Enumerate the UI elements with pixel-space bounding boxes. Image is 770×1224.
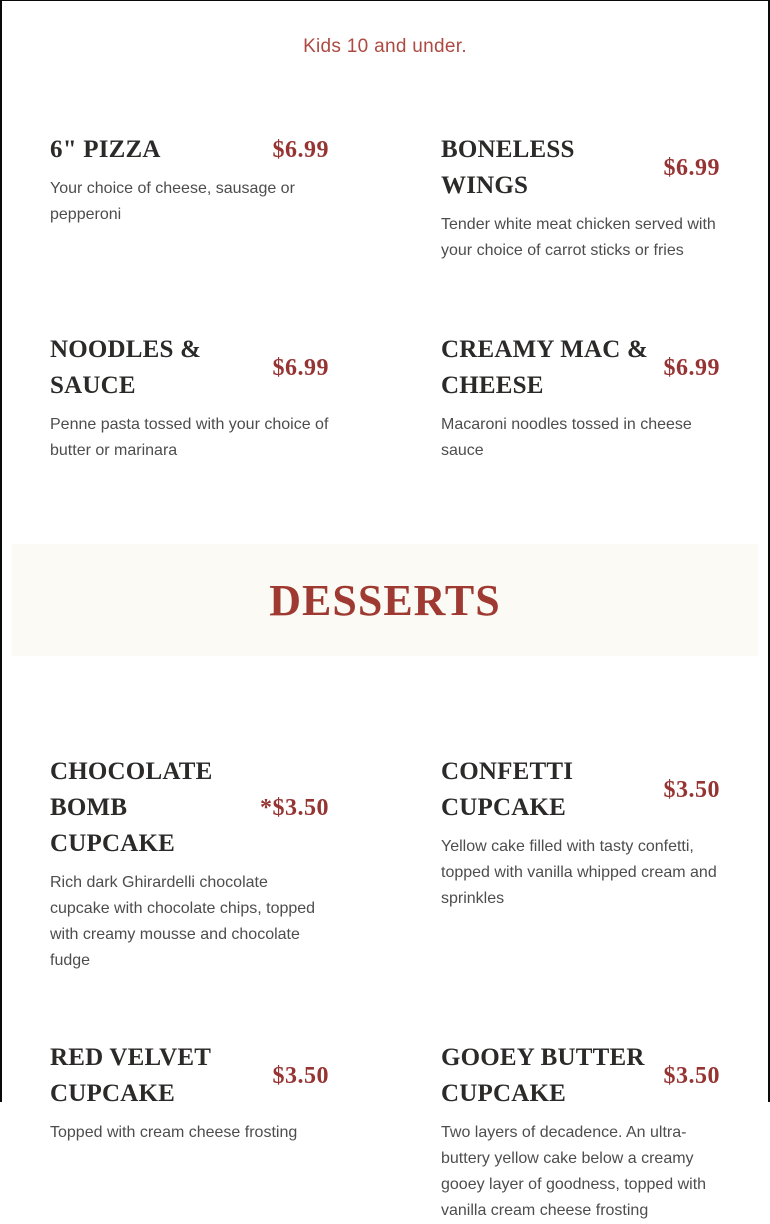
item-description: Two layers of decadence. An ultra-buttery yellow cake below a creamy gooey layer of goodness, topped with vanilla cream cheese frosting [441, 1124, 707, 1219]
item-name: CREAMY MAC & CHEESE [441, 336, 648, 399]
item-price: $6.99 [663, 354, 720, 381]
item-price: *$3.50 [260, 794, 329, 821]
menu-item-pizza [50, 132, 329, 228]
item-description: Topped with cream cheese frosting [50, 1124, 298, 1141]
item-price: $3.50 [663, 776, 720, 803]
menu-item-header [50, 1040, 329, 1112]
menu-item-noodles-sauce [50, 332, 329, 464]
desserts-menu-grid [2, 754, 768, 1224]
item-description: Tender white meat chicken served with your choice of carrot sticks or fries [441, 216, 716, 259]
menu-item-header [441, 754, 720, 826]
item-description: Rich dark Ghirardelli chocolate cupcake with chocolate chips, topped with creamy mousse and chocolate fudge [50, 874, 316, 969]
item-name: CHOCOLATE BOMB CUPCAKE [50, 758, 213, 857]
item-name: 6" PIZZA [50, 136, 161, 163]
kids-section-note: Kids 10 and under. [303, 36, 467, 57]
menu-item-header [50, 754, 329, 862]
menu-item-header [50, 132, 329, 168]
item-price: $3.50 [663, 1062, 720, 1089]
item-name: CONFETTI CUPCAKE [441, 758, 574, 821]
item-name: RED VELVET CUPCAKE [50, 1044, 211, 1107]
menu-item-gooey-butter-cupcake [441, 1040, 720, 1224]
desserts-section-title: DESSERTS [269, 575, 501, 625]
menu-item-header [441, 332, 720, 404]
menu-item-confetti-cupcake [441, 754, 720, 912]
item-description: Yellow cake filled with tasty confetti, topped with vanilla whipped cream and sprinkles [441, 838, 717, 907]
menu-item-red-velvet-cupcake [50, 1040, 329, 1146]
desserts-section-band [12, 544, 758, 656]
item-description: Macaroni noodles tossed in cheese sauce [441, 416, 692, 459]
menu-item-mac-cheese [441, 332, 720, 464]
item-price: $6.99 [663, 154, 720, 181]
item-description: Your choice of cheese, sausage or pepperoni [50, 180, 295, 223]
item-price: $6.99 [272, 354, 329, 381]
menu-item-header [50, 332, 329, 404]
menu-item-header [441, 1040, 720, 1112]
menu-item-header [441, 132, 720, 204]
menu-item-chocolate-bomb-cupcake [50, 754, 329, 974]
item-name: NOODLES & SAUCE [50, 336, 202, 399]
item-description: Penne pasta tossed with your choice of butter or marinara [50, 416, 329, 459]
item-price: $6.99 [272, 136, 329, 163]
item-price: $3.50 [272, 1062, 329, 1089]
item-name: BONELESS WINGS [441, 136, 575, 199]
item-name: GOOEY BUTTER CUPCAKE [441, 1044, 645, 1107]
kids-menu-grid [2, 132, 768, 464]
menu-item-boneless-wings [441, 132, 720, 264]
